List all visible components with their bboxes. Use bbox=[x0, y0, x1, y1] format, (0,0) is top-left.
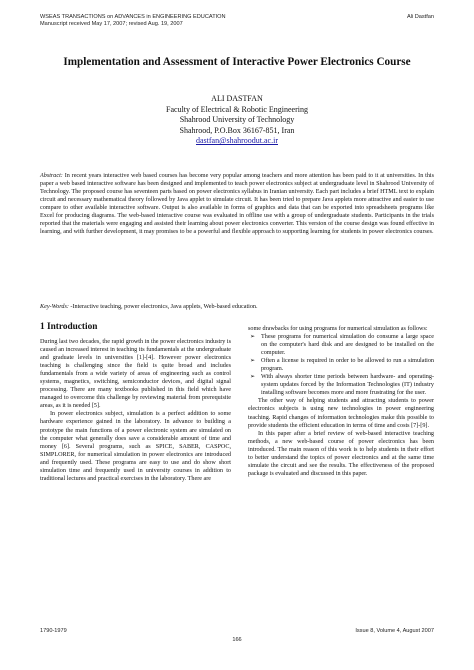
journal-name: WSEAS TRANSACTIONS on ADVANCES in ENGINEERING EDUCATION bbox=[40, 14, 226, 20]
author-university: Shahrood University of Technology bbox=[179, 115, 295, 125]
bullet-arrow-icon: ➢ bbox=[250, 334, 256, 341]
bullet-arrow-icon: ➢ bbox=[250, 358, 256, 365]
author-block bbox=[100, 94, 374, 147]
intro-paragraph-3: The other way of helping students and attracting students to power electronics subjects is using new technologies in power engineering teaching. Rapid changes of information technologies make this possible to provide students the efficient education in terms of time and costs [7]-[9]. bbox=[248, 398, 434, 429]
intro-drawbacks-lead: some drawbacks for using programs for numerical simulation as follows: bbox=[248, 326, 428, 332]
right-column bbox=[248, 325, 434, 478]
bullet-arrow-icon: ➢ bbox=[250, 374, 256, 381]
abstract-label: Abstract: bbox=[40, 173, 63, 179]
page-number: 166 bbox=[232, 637, 242, 643]
intro-paragraph-2: In power electronics subject, simulation is a perfect addition to some hardware experience gained in the laboratory. In advance to building a prototype the main functions of a power electronic system are simulated on the computer what generally does save a considerable amount of time and money [6]. Several programs, such as SPICE, SABER, CASPOC, SIMPLORER, for numerical simulation in power electronics are introduced and frequently used. These programs are easy to use and do show short simulation time and frequently used in university courses in addition to traditional lectures and practical exercises in the laboratory. There are bbox=[40, 411, 231, 482]
section-heading-introduction: 1 Introduction bbox=[40, 322, 98, 332]
footer-issn: 1790-1979 bbox=[40, 628, 67, 634]
intro-paragraph-1: During last two decades, the rapid growth in the power electronics industry is caused an increased interest in teaching its fundamentals at the undergraduate and graduate levels in universities [1]-[4]. However power electronics teaching is challenging since the field is quite broad and includes fundamentals from a wide variety of areas of engineering such as control systems, magnetics, switching, semiconductor devices, and digital signal processing. There are many textbooks published in this field which have managed to overcome this challenge by reviewing material from prerequisite areas, as it is needed [5]. bbox=[40, 339, 231, 410]
paper-title: Implementation and Assessment of Interactive Power Electronics Course bbox=[63, 56, 411, 68]
drawbacks-list bbox=[248, 333, 434, 397]
author-address: Shahrood, P.O.Box 36167-851, Iran bbox=[179, 125, 295, 135]
journal-header bbox=[40, 14, 226, 28]
list-item: ➢ These programs for numerical simulation do consume a large space on the computer's hard disk and are designed to be installed on the computer. bbox=[250, 334, 434, 357]
footer-issue: Issue 8, Volume 4, August 2007 bbox=[355, 628, 434, 634]
author-name: ALI DASTFAN bbox=[211, 94, 263, 103]
list-item: ➢ Often a license is required in order to be allowed to run a simulation program. bbox=[250, 358, 434, 373]
manuscript-dates: Manuscript received May 17, 2007; revised Aug. 19, 2007 bbox=[40, 21, 183, 27]
keywords-text: -Interactive teaching, power electronics, Java applets, Web-based education. bbox=[68, 304, 258, 310]
abstract bbox=[40, 172, 434, 236]
intro-paragraph-4: In this paper after a brief review of web-based interactive teaching methods, a new web-based course of power electronics has been introduced. The main reason of this work is to help students in their effort to better understand the topics of power electronics and at the same time simulate the circuit and see the results. The effectiveness of the proposed package is evaluated and discussed in this paper. bbox=[248, 430, 434, 477]
left-column bbox=[40, 338, 231, 483]
author-faculty: Faculty of Electrical & Robotic Engineering bbox=[166, 104, 308, 114]
keywords-label: Key-Words: bbox=[40, 304, 69, 310]
abstract-text: In recent years interactive web based courses has become very popular among teachers and more attention has been paid to it at universities. In this paper a web based interactive software has been designed and implemented to teach power electronics subject at undergraduate level in Shahrood University of Technology. The proposed course has seventeen parts based on power electronics syllabus in Iranian university. Each part includes a brief HTML text to explain circuit and necessary mathematical theory followed by Java applet to simulate circuit. It has been tried to prepare Java applets more attractive and easier to use compare to other available interactive software. Output is also available in forms of graphics and data that can be exported into spreadsheets programs like Excel for producing diagrams. The web-based interactive course was evaluated in offline use with a group of undergraduate students. Participants in the trials reported that the materials were engaging and assisted their learning about power electronics converter. This version of the course design was found effective in learning, and with further development, it may promises to be a powerful and flexible approach to supporting learning for students in power electronics courses. bbox=[40, 173, 434, 236]
keywords bbox=[40, 303, 434, 311]
header-author: Ali Dastfan bbox=[406, 14, 434, 20]
author-email-link[interactable]: dastfan@shahroodut.ac.ir bbox=[195, 136, 278, 146]
list-item: ➢ With always shorter time periods between hardware- and operating-system updates forced by the Information Technologies (IT) industry installing software becomes more and more frustrating for the user. bbox=[250, 374, 434, 397]
